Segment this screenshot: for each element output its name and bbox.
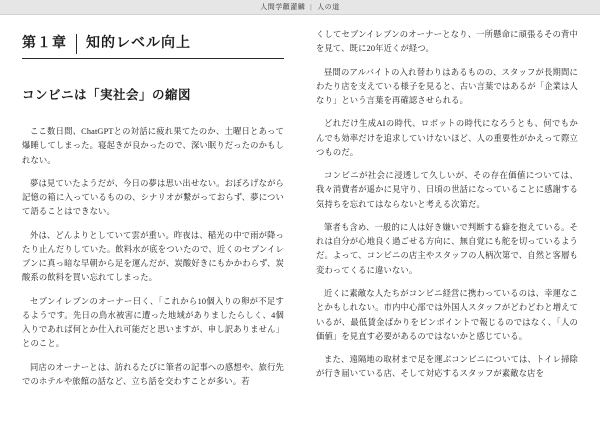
paragraph: コンビニが社会に浸透して久しいが、その存在価値については、我々消費者が遥かに見守り、日頃の世話になっていることに感謝する気持ちを忘れてはならないと考える次第だ。 <box>316 171 578 209</box>
paragraph: セブンイレブンのオーナー曰く、「これから10個入りの卵が不足するようです。先日の鳥水被害に遭った地域がありましたらしく、4個入りであれば何とか仕入れ可能だと思いますが、申し訳ありません」とのこと。 <box>22 296 284 349</box>
paragraph: ここ数日間、ChatGPTとの対話に疲れ果てたのか、土曜日とあって爆睡してしまった。寝起きが良かったので、深い眠りだったのかもしれない。 <box>22 127 284 165</box>
paragraph: 夢は見ていたようだが、今日の夢は思い出せない。おぼろげながら記憶の箱に入っているものの、シナリオが繋がっておらず、夢について語ることはできない。 <box>22 178 284 217</box>
paragraph: 筆者も含め、一般的に人は好き嫌いで判断する癖を抱えている。それは自分が心地良く過ごせる方向に、無自覚にも舵を切っているようだ。よって、コンビニの店主やスタッフの人柄次第で、自然と客層も変わってくるに違いない。 <box>316 222 578 275</box>
chapter-title: 知的レベル向上 <box>86 36 191 51</box>
header-right-title: 人の道 <box>317 3 340 11</box>
paragraph: 昼間のアルバイトの入れ替わりはあるものの、スタッフが長期間にわたり店を支えている様子を見ると、古い言葉ではあるが「企業は人なり」という言葉を再確認させられる。 <box>316 67 578 106</box>
chapter-label: 第１章 <box>22 36 67 51</box>
column-left <box>22 26 300 436</box>
paragraph: 同店のオーナーとは、訪れるたびに筆者の記事への感想や、旅行先でのホテルや旅館の話など、立ち話を交わすことが多い。若 <box>22 362 284 386</box>
paragraph: 近くに素敵な人たちがコンビニ経営に携わっているのは、幸運なことかもしれない。市内中心部では外国人スタッフがどわどわと増えているが、最低賃金ばかりをピンポイントで報じるのではなく、「人の価値」を見直す必要があるのではないかと感じている。 <box>316 288 578 341</box>
chapter-heading <box>22 32 284 59</box>
paragraph: くしてセブンイレブンのオーナーとなり、一所懸命に頑張るその背中を見て、既に20年近くが経つ。 <box>316 30 578 54</box>
page-content <box>0 14 600 446</box>
paragraph: どれだけ生成AIの時代、ロボットの時代になろうとも、何でもかんでも効率だけを追求していけないほど、人の重要性がかえって際立つものだ。 <box>316 119 578 157</box>
page-header <box>0 0 600 15</box>
paragraph: 外は、どんよりとしていて雲が重い。昨夜は、稲光の中で雨が降ったり止んだりしていた。飲料水が底をついたので、近くのセブンイレブンに真っ暗な早朝から足を運んだが、炭酸好きにもかかわらず、炭酸系の飲料を買い忘れてしまった。 <box>22 230 284 283</box>
section-title: コンビニは「実社会」の縮図 <box>22 88 192 102</box>
paragraph: また、遠隔地の取材まで足を運ぶコンビニについては、トイレ掃除が行き届いている店、そして対応するスタッフが素敵な店を <box>316 355 578 379</box>
header-left-title: 人間学顴灌麟 <box>260 3 306 11</box>
chapter-divider-rule <box>76 34 77 54</box>
header-separator: | <box>310 3 313 11</box>
column-right <box>300 26 578 436</box>
